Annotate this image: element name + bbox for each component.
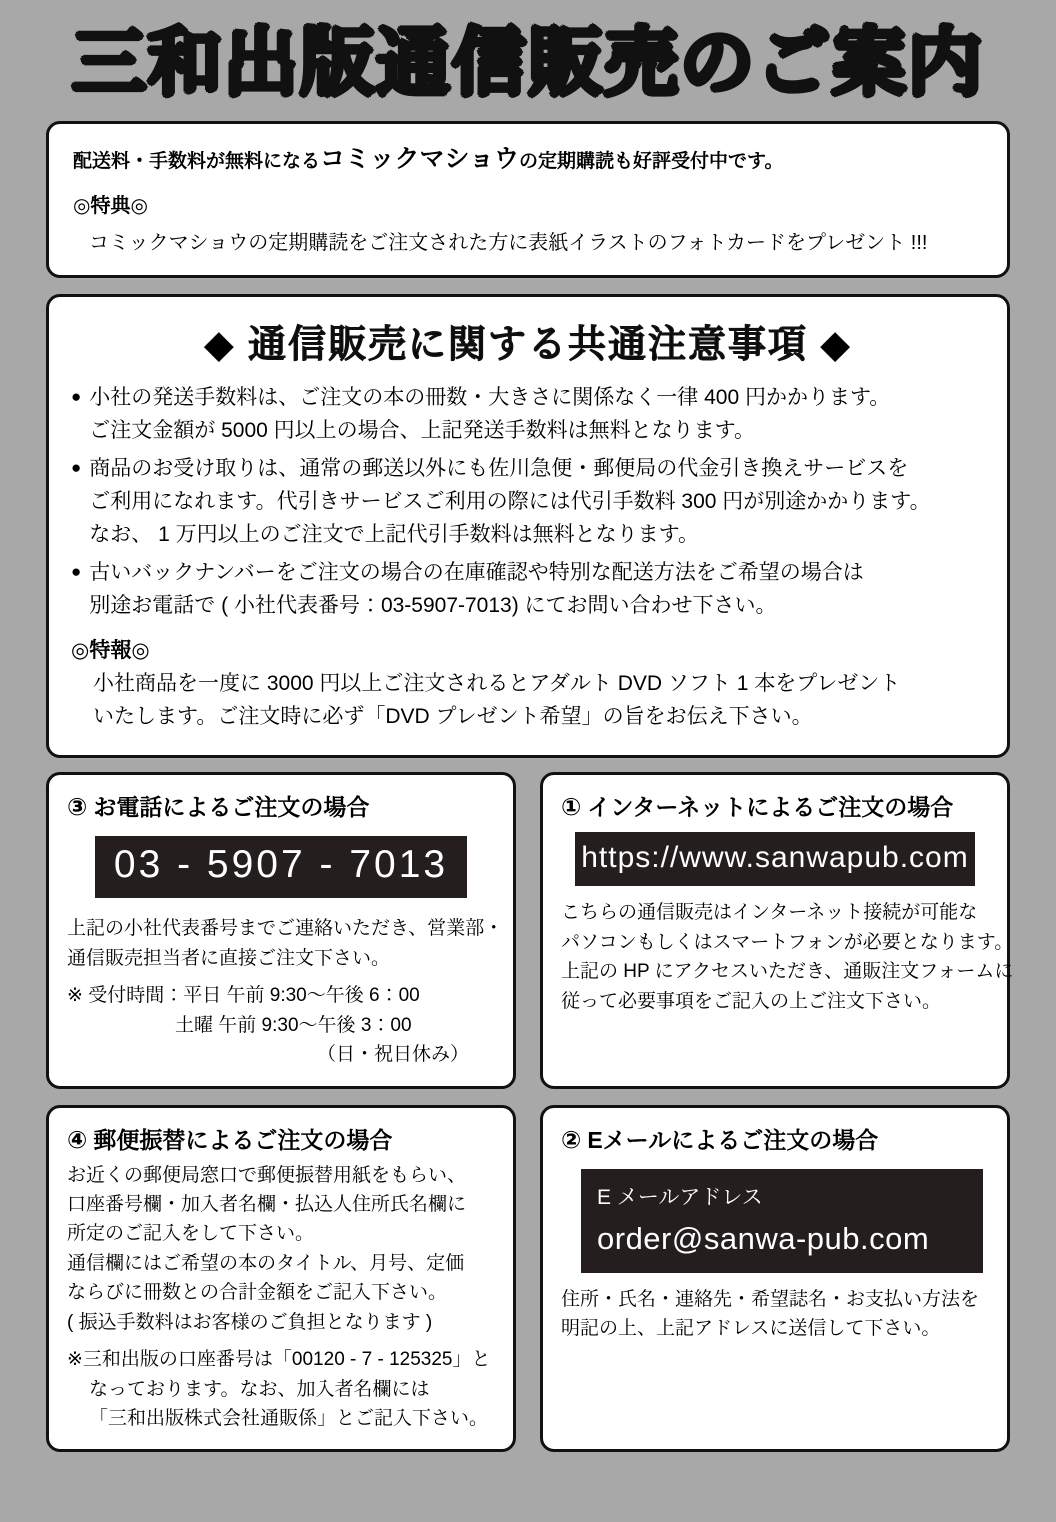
order-method-phone xyxy=(46,772,516,1088)
order-method-internet-title xyxy=(561,789,989,822)
common-notes-heading: ◆ 通信販売に関する共通注意事項 ◆ xyxy=(204,324,852,367)
special-line: 小社商品を一度に 3000 円以上ご注文されるとアダルト DVD ソフト 1 本をプレゼント xyxy=(93,672,901,696)
page-title: 三和出版通信販売のご案内 xyxy=(72,21,984,104)
order-method-postal-body xyxy=(67,1161,495,1434)
note-text xyxy=(89,382,985,447)
order-method-internet-label: インターネットによるご注文の場合 xyxy=(587,794,954,821)
order-method-postal-number: ④ xyxy=(67,1126,88,1154)
order-method-postal-title xyxy=(67,1122,495,1155)
order-method-internet xyxy=(540,772,1014,1088)
note-item xyxy=(71,382,985,447)
business-hours-weekday: ※ 受付時間：平日 午前 9:30〜午後 6：00 xyxy=(67,985,420,1007)
account-line: なっております。なお、加入者名欄には xyxy=(89,1378,430,1400)
bullet-icon: ● xyxy=(71,458,82,478)
note-line: 小社の発送手数料は、ご注文の本の冊数・大きさに関係なく一律 400 円かかります。 xyxy=(89,386,891,410)
bullet-icon: ● xyxy=(71,562,82,582)
benefit-text: コミックマショウの定期購読をご注文された方に表紙イラストのフォトカードをプレゼント !!! xyxy=(89,232,928,255)
order-method-email-label: Eメールによるご注文の場合 xyxy=(587,1126,879,1153)
email-address-banner[interactable] xyxy=(581,1169,983,1273)
body-line: こちらの通信販売はインターネット接続が可能な xyxy=(561,902,978,924)
body-line: 明記の上、上記アドレスに送信して下さい。 xyxy=(561,1317,941,1339)
special-offer-text xyxy=(93,668,985,733)
order-method-email xyxy=(540,1105,1010,1453)
order-methods-grid xyxy=(46,772,1014,1452)
common-notes-box xyxy=(46,294,1010,758)
body-line: 従って必要事項をご記入の上ご注文下さい。 xyxy=(561,990,942,1012)
body-line: ならびに冊数との合計金額をご記入下さい。 xyxy=(67,1282,448,1304)
note-line: ご注文金額が 5000 円以上の場合、上記発送手数料は無料となります。 xyxy=(89,418,755,442)
order-method-phone-body xyxy=(67,914,504,1069)
note-text xyxy=(89,557,985,622)
email-address-label: E メールアドレス xyxy=(597,1185,763,1209)
flyer-page xyxy=(0,22,1056,1522)
special-offer-label: ◎特報◎ xyxy=(71,639,150,663)
order-method-email-title xyxy=(561,1122,989,1155)
body-line: ( 振込手数料はお客様のご負担となります ) xyxy=(67,1311,433,1333)
subscription-headline xyxy=(73,142,983,177)
body-line: 口座番号欄・加入者名欄・払込人住所氏名欄に xyxy=(67,1193,467,1215)
business-hours-saturday: 土曜 午前 9:30〜午後 3：00 xyxy=(175,1014,412,1036)
order-method-phone-number: ③ xyxy=(67,794,88,822)
body-line: 通信販売担当者に直接ご注文下さい。 xyxy=(67,947,391,969)
order-method-postal-label: 郵便振替によるご注文の場合 xyxy=(93,1126,393,1153)
account-line: ※三和出版の口座番号は「00120 - 7 - 125325」と xyxy=(67,1349,491,1371)
note-text xyxy=(89,453,985,551)
note-line: 古いバックナンバーをご注文の場合の在庫確認や特別な配送方法をご希望の場合は xyxy=(89,561,864,585)
note-line: 商品のお受け取りは、通常の郵送以外にも佐川急便・郵便局の代金引き換えサービスを xyxy=(89,457,909,481)
note-line: 別途お電話で ( 小社代表番号：03-5907-7013) にてお問い合わせ下さい。 xyxy=(89,593,777,617)
website-url-banner[interactable]: https://www.sanwapub.com xyxy=(575,832,975,886)
order-method-internet-number: ① xyxy=(561,794,582,822)
order-method-phone-label: お電話によるご注文の場合 xyxy=(93,794,370,821)
phone-number-banner[interactable]: 03 - 5907 - 7013 xyxy=(95,836,467,898)
body-line: 所定のご記入をして下さい。 xyxy=(67,1223,315,1245)
body-line: 通信欄にはご希望の本のタイトル、月号、定価 xyxy=(67,1252,465,1274)
order-method-email-body xyxy=(561,1285,989,1344)
body-line: お近くの郵便局窓口で郵便振替用紙をもらい、 xyxy=(67,1164,467,1186)
benefit-label: ◎特典◎ xyxy=(73,195,148,218)
subscription-magazine-name: コミックマショウ xyxy=(320,145,520,174)
body-line: 上記の HP にアクセスいただき、通販注文フォームに xyxy=(561,961,1014,983)
order-method-internet-body xyxy=(561,898,1014,1016)
note-line: なお、 1 万円以上のご注文で上記代引手数料は無料となります。 xyxy=(89,522,699,546)
order-method-postal xyxy=(46,1105,516,1453)
account-line: 「三和出版株式会社通販係」とご記入下さい。 xyxy=(89,1408,489,1429)
special-line: いたします。ご注文時に必ず「DVD プレゼント希望」の旨をお伝え下さい。 xyxy=(93,704,813,728)
note-item xyxy=(71,557,985,622)
order-method-email-number: ② xyxy=(561,1126,582,1154)
body-line: 住所・氏名・連絡先・希望誌名・お支払い方法を xyxy=(561,1288,980,1310)
subscription-headline-pre: 配送料・手数料が無料になる xyxy=(73,151,321,173)
body-line: 上記の小社代表番号までご連絡いただき、営業部・ xyxy=(67,918,504,940)
body-line: パソコンもしくはスマートフォンが必要となります。 xyxy=(561,931,1014,953)
note-line: ご利用になれます。代引きサービスご利用の際には代引手数料 300 円が別途かかります。 xyxy=(89,490,931,514)
note-item xyxy=(71,453,985,551)
email-address-value[interactable]: order@sanwa-pub.com xyxy=(597,1220,930,1256)
order-method-phone-title xyxy=(67,789,495,822)
holiday-note: （日・祝日休み） xyxy=(316,1044,469,1066)
subscription-headline-post: の定期購読も好評受付中です。 xyxy=(519,151,784,173)
bullet-icon: ● xyxy=(71,387,82,407)
subscription-box xyxy=(46,121,1010,278)
